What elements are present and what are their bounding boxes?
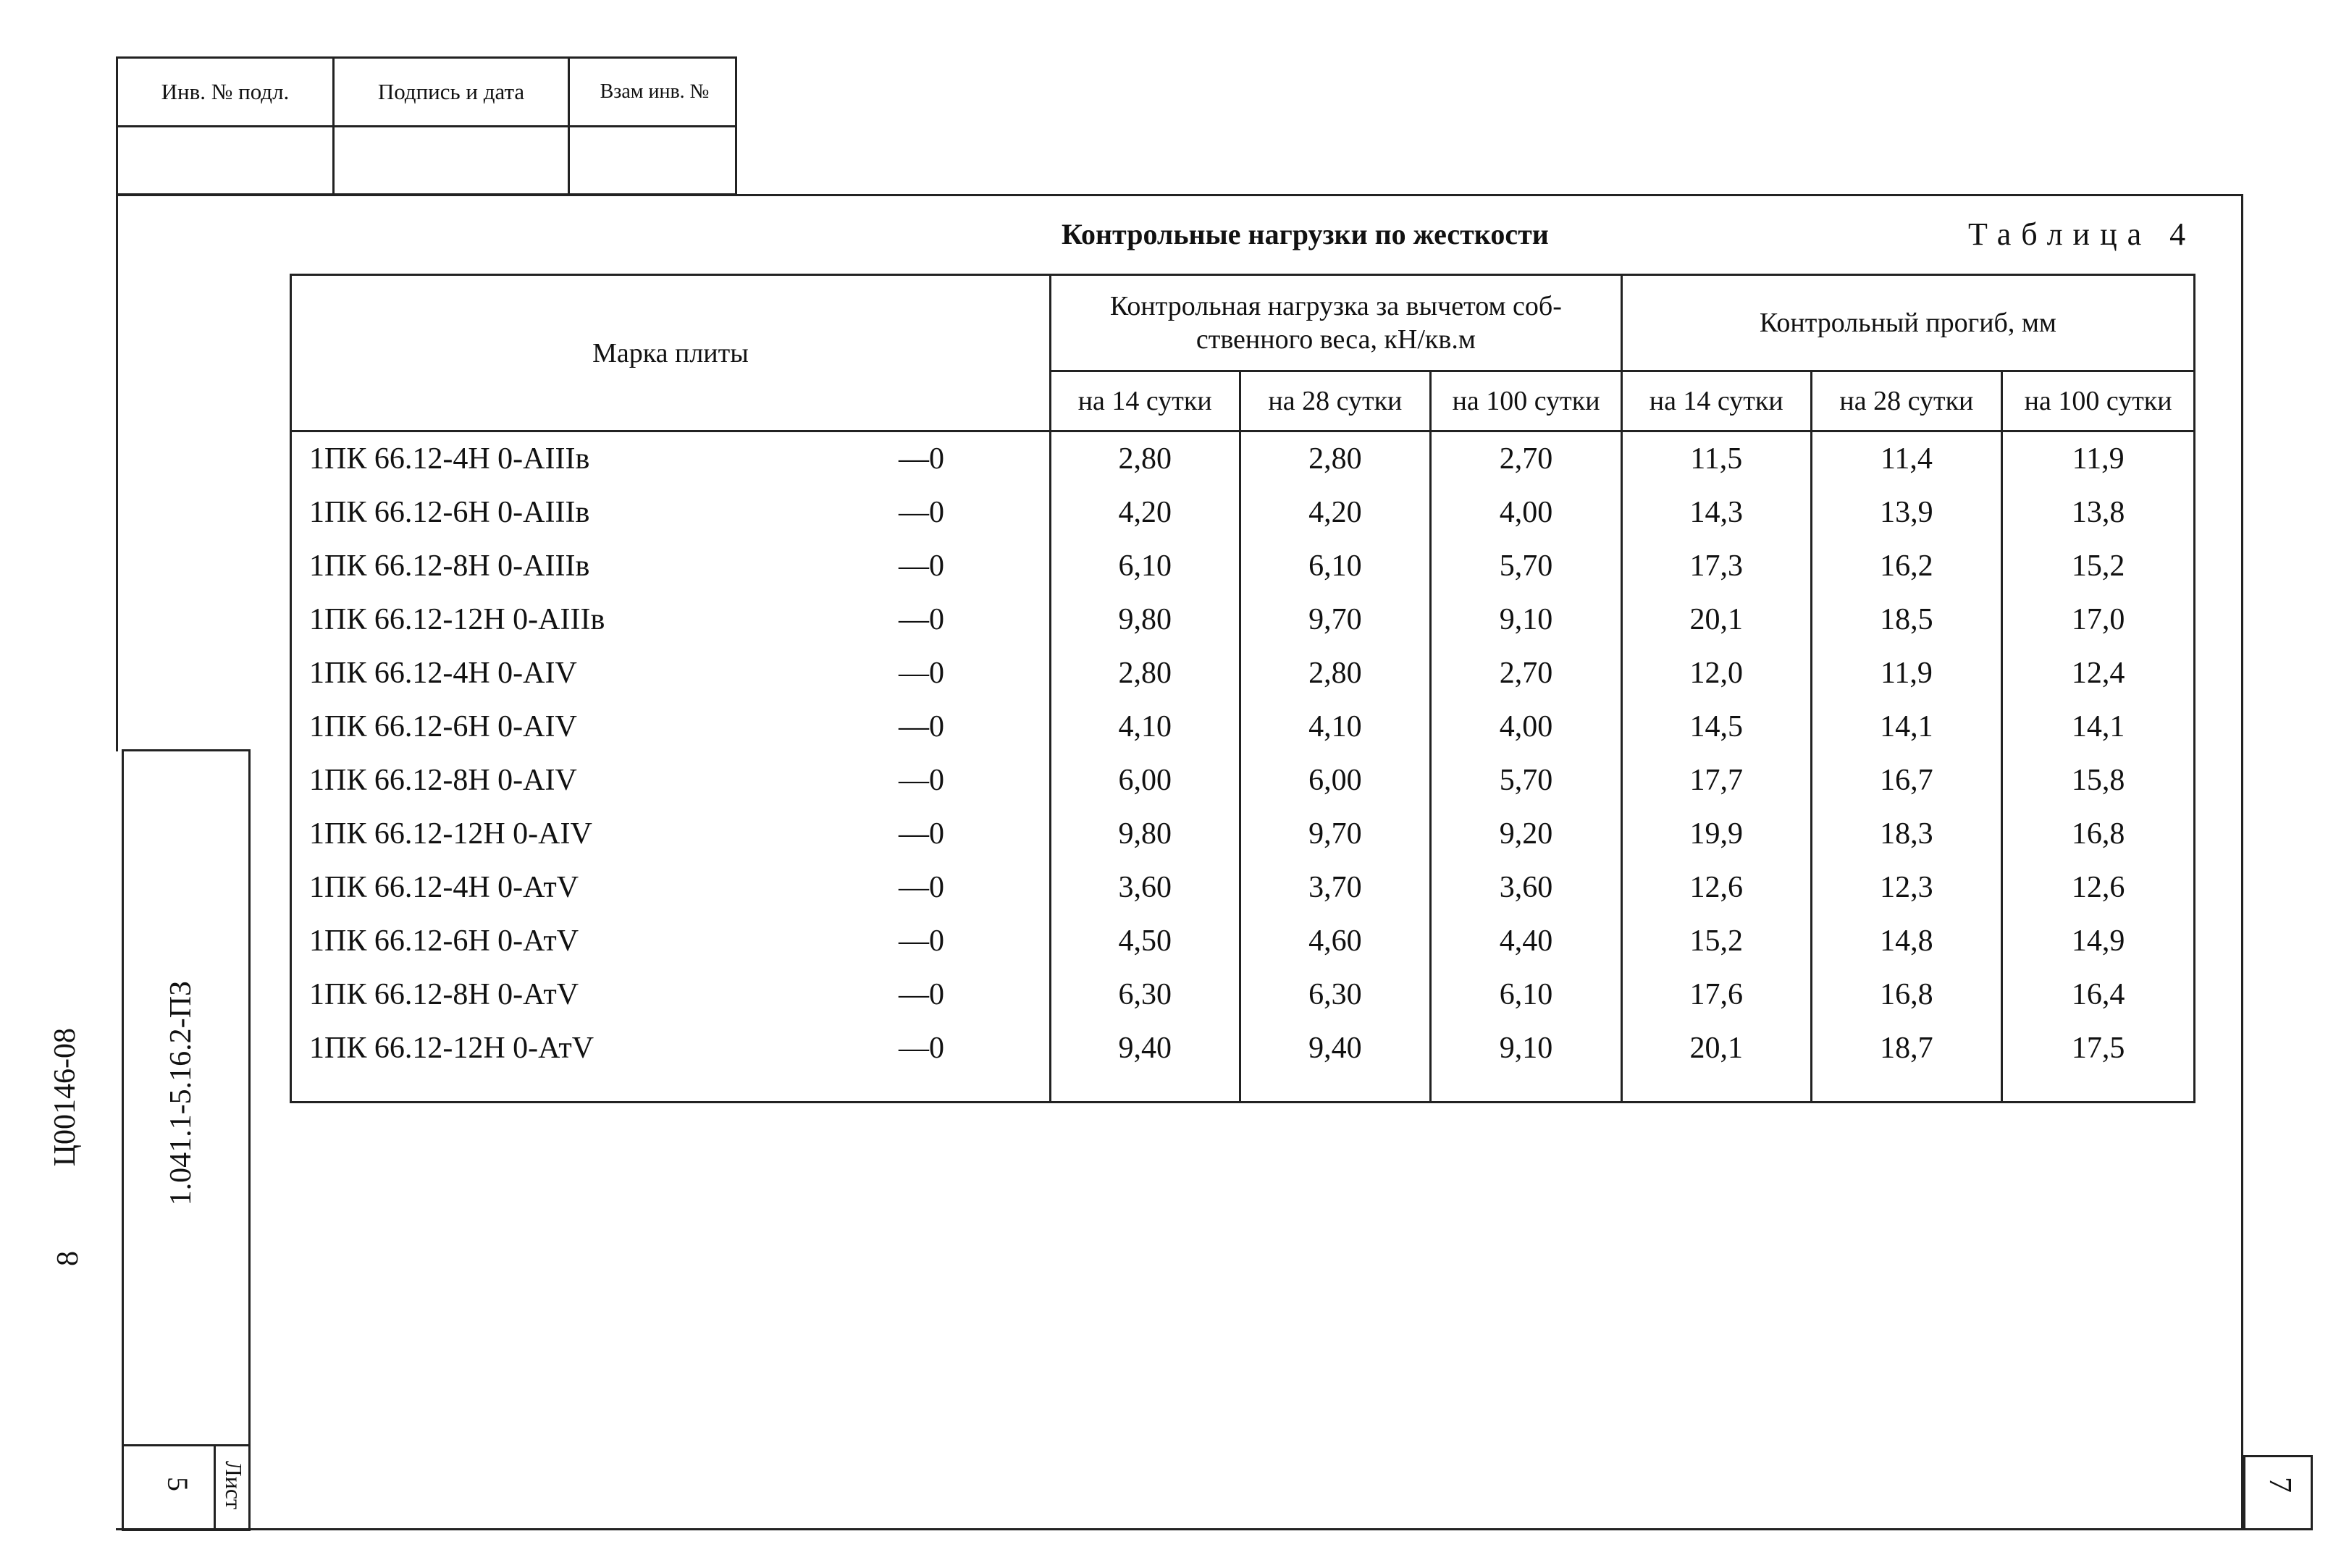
value-load-14: 9,80 [1050, 593, 1240, 646]
plate-mark-cell [291, 431, 1051, 486]
table-bottom-padding [291, 1075, 2195, 1103]
plate-mark: 1ПК 66.12-8Н 0-АIIIв [309, 549, 590, 583]
plate-mark-suffix: —0 [899, 496, 944, 529]
value-deflection-28: 14,8 [1811, 914, 2002, 968]
padding-cell [1811, 1075, 2002, 1103]
value-deflection-100: 12,4 [2002, 646, 2195, 700]
value-load-100: 5,70 [1431, 539, 1622, 593]
subheader-load-28: на 28 сутки [1240, 371, 1431, 431]
stamp-label-inventory: Инв. № подл. [161, 79, 290, 104]
table-row [291, 593, 2195, 646]
value-deflection-100: 14,1 [2002, 700, 2195, 754]
plate-mark-cell [291, 486, 1051, 539]
value-deflection-28: 18,3 [1811, 807, 2002, 861]
value-deflection-14: 11,5 [1621, 431, 1811, 486]
value-load-14: 2,80 [1050, 646, 1240, 700]
plate-mark: 1ПК 66.12-8Н 0-АIV [309, 764, 577, 797]
plate-mark: 1ПК 66.12-12Н 0-АIIIв [309, 603, 605, 636]
subheader-deflection-28: на 28 сутки [1811, 371, 2002, 431]
value-load-100: 6,10 [1431, 968, 1622, 1021]
plate-mark: 1ПК 66.12-6Н 0-АIV [309, 710, 577, 743]
value-deflection-14: 14,3 [1621, 486, 1811, 539]
padding-cell [2002, 1075, 2195, 1103]
approval-stamp [116, 56, 737, 195]
value-load-14: 9,80 [1050, 807, 1240, 861]
value-deflection-14: 17,7 [1621, 754, 1811, 807]
table-row [291, 646, 2195, 700]
table-row [291, 486, 2195, 539]
value-deflection-14: 20,1 [1621, 1021, 1811, 1075]
table-row [291, 807, 2195, 861]
table-title: Контрольные нагрузки по жесткости [1062, 218, 1549, 250]
value-load-100: 9,10 [1431, 593, 1622, 646]
plate-mark: 1ПК 66.12-8Н 0-АтV [309, 978, 579, 1011]
value-deflection-28: 18,5 [1811, 593, 2002, 646]
subheader-deflection-14: на 14 сутки [1621, 371, 1811, 431]
value-load-100: 2,70 [1431, 646, 1622, 700]
plate-mark-cell [291, 968, 1051, 1021]
table-row [291, 539, 2195, 593]
value-load-28: 6,10 [1240, 539, 1431, 593]
header-control-deflection: Контрольный прогиб, мм [1621, 275, 2194, 371]
subheader-load-100: на 100 сутки [1431, 371, 1622, 431]
value-deflection-100: 11,9 [2002, 431, 2195, 486]
value-deflection-14: 12,0 [1621, 646, 1811, 700]
value-deflection-100: 15,8 [2002, 754, 2195, 807]
value-deflection-100: 13,8 [2002, 486, 2195, 539]
value-deflection-14: 17,6 [1621, 968, 1811, 1021]
page-number-box [2243, 1455, 2313, 1530]
value-deflection-28: 18,7 [1811, 1021, 2002, 1075]
plate-mark-suffix: —0 [899, 442, 944, 476]
value-load-14: 2,80 [1050, 431, 1240, 486]
table-row [291, 968, 2195, 1021]
value-deflection-100: 12,6 [2002, 861, 2195, 914]
plate-mark: 1ПК 66.12-6Н 0-АтV [309, 924, 579, 958]
value-deflection-28: 12,3 [1811, 861, 2002, 914]
value-load-28: 3,70 [1240, 861, 1431, 914]
plate-mark-suffix: —0 [899, 603, 944, 636]
plate-mark-suffix: —0 [899, 549, 944, 583]
padding-cell [1050, 1075, 1240, 1103]
value-load-28: 9,40 [1240, 1021, 1431, 1075]
plate-mark-suffix: —0 [899, 871, 944, 904]
subheader-load-14: на 14 сутки [1050, 371, 1240, 431]
value-load-28: 4,20 [1240, 486, 1431, 539]
value-load-14: 4,50 [1050, 914, 1240, 968]
value-deflection-14: 20,1 [1621, 593, 1811, 646]
value-deflection-28: 13,9 [1811, 486, 2002, 539]
value-load-14: 9,40 [1050, 1021, 1240, 1075]
value-deflection-100: 15,2 [2002, 539, 2195, 593]
value-deflection-28: 16,2 [1811, 539, 2002, 593]
archive-code: Ц00146-08 [49, 1028, 82, 1167]
plate-mark-cell [291, 754, 1051, 807]
value-load-28: 6,00 [1240, 754, 1431, 807]
value-deflection-100: 14,9 [2002, 914, 2195, 968]
value-deflection-14: 19,9 [1621, 807, 1811, 861]
plate-mark-suffix: —0 [899, 710, 944, 743]
table-row [291, 431, 2195, 486]
padding-cell [1431, 1075, 1622, 1103]
plate-mark-suffix: —0 [899, 764, 944, 797]
value-load-28: 9,70 [1240, 807, 1431, 861]
plate-mark-cell [291, 861, 1051, 914]
value-deflection-100: 16,8 [2002, 807, 2195, 861]
value-deflection-28: 16,8 [1811, 968, 2002, 1021]
plate-mark: 1ПК 66.12-6Н 0-АIIIв [309, 496, 590, 529]
value-load-28: 6,30 [1240, 968, 1431, 1021]
value-deflection-100: 17,5 [2002, 1021, 2195, 1075]
value-load-100: 9,20 [1431, 807, 1622, 861]
value-deflection-14: 12,6 [1621, 861, 1811, 914]
plate-mark-cell [291, 539, 1051, 593]
page-number: 7 [2263, 1477, 2298, 1493]
plate-mark-cell [291, 700, 1051, 754]
value-load-100: 9,10 [1431, 1021, 1622, 1075]
page-frame-left-edge [116, 194, 118, 751]
header-control-load-line1: Контрольная нагрузка за вычетом соб- [1109, 291, 1562, 321]
value-load-100: 4,00 [1431, 486, 1622, 539]
table-number: Таблица 4 [1968, 216, 2196, 252]
value-deflection-100: 17,0 [2002, 593, 2195, 646]
plate-mark-suffix: —0 [899, 657, 944, 690]
value-load-28: 2,80 [1240, 431, 1431, 486]
value-deflection-14: 17,3 [1621, 539, 1811, 593]
value-load-28: 2,80 [1240, 646, 1431, 700]
plate-mark-cell [291, 1021, 1051, 1075]
value-deflection-28: 14,1 [1811, 700, 2002, 754]
table-body [291, 431, 2195, 1103]
table-row [291, 914, 2195, 968]
stamp-divider [118, 125, 735, 127]
value-deflection-28: 16,7 [1811, 754, 2002, 807]
plate-mark: 1ПК 66.12-4Н 0-АIV [309, 657, 577, 690]
padding-cell [1240, 1075, 1431, 1103]
padding-cell [291, 1075, 1051, 1103]
plate-mark-suffix: —0 [899, 924, 944, 958]
value-load-100: 4,40 [1431, 914, 1622, 968]
plate-mark: 1ПК 66.12-12Н 0-АтV [309, 1032, 594, 1065]
table-row [291, 861, 2195, 914]
value-load-14: 6,30 [1050, 968, 1240, 1021]
header-control-load [1050, 275, 1621, 371]
value-deflection-100: 16,4 [2002, 968, 2195, 1021]
plate-mark-suffix: —0 [899, 978, 944, 1011]
plate-mark-cell [291, 807, 1051, 861]
doc-code: 1.041.1-5.16.2-ПЗ [164, 981, 198, 1206]
plate-mark: 1ПК 66.12-12Н 0-АIV [309, 817, 592, 851]
value-load-28: 4,10 [1240, 700, 1431, 754]
table-row [291, 700, 2195, 754]
value-deflection-28: 11,4 [1811, 431, 2002, 486]
plate-mark: 1ПК 66.12-4Н 0-АтV [309, 871, 579, 904]
value-load-100: 5,70 [1431, 754, 1622, 807]
value-load-14: 4,20 [1050, 486, 1240, 539]
stiffness-loads-table [290, 274, 2195, 1103]
table-row [291, 754, 2195, 807]
sheet-label: Лист [221, 1461, 247, 1510]
plate-mark-suffix: —0 [899, 817, 944, 851]
plate-mark: 1ПК 66.12-4Н 0-АIIIв [309, 442, 590, 476]
value-load-28: 9,70 [1240, 593, 1431, 646]
value-load-100: 3,60 [1431, 861, 1622, 914]
value-deflection-28: 11,9 [1811, 646, 2002, 700]
table-row [291, 1021, 2195, 1075]
value-load-28: 4,60 [1240, 914, 1431, 968]
plate-mark-cell [291, 646, 1051, 700]
stamp-label-signature: Подпись и дата [377, 79, 525, 104]
padding-cell [1621, 1075, 1811, 1103]
plate-mark-cell [291, 914, 1051, 968]
value-deflection-14: 14,5 [1621, 700, 1811, 754]
value-load-100: 4,00 [1431, 700, 1622, 754]
stamp-label-replacement: Взам инв. № [600, 80, 710, 103]
plate-mark-suffix: —0 [899, 1032, 944, 1065]
header-plate-mark: Марка плиты [291, 275, 1051, 431]
value-load-14: 6,10 [1050, 539, 1240, 593]
value-load-14: 3,60 [1050, 861, 1240, 914]
value-deflection-14: 15,2 [1621, 914, 1811, 968]
value-load-100: 2,70 [1431, 431, 1622, 486]
value-load-14: 4,10 [1050, 700, 1240, 754]
subheader-deflection-100: на 100 сутки [2002, 371, 2195, 431]
header-control-load-line2: ственного веса, кН/кв.м [1195, 324, 1476, 355]
plate-mark-cell [291, 593, 1051, 646]
archive-page: 8 [51, 1251, 85, 1266]
sheet-number: 5 [161, 1477, 194, 1491]
side-sheet-divider [214, 1444, 216, 1531]
value-load-14: 6,00 [1050, 754, 1240, 807]
